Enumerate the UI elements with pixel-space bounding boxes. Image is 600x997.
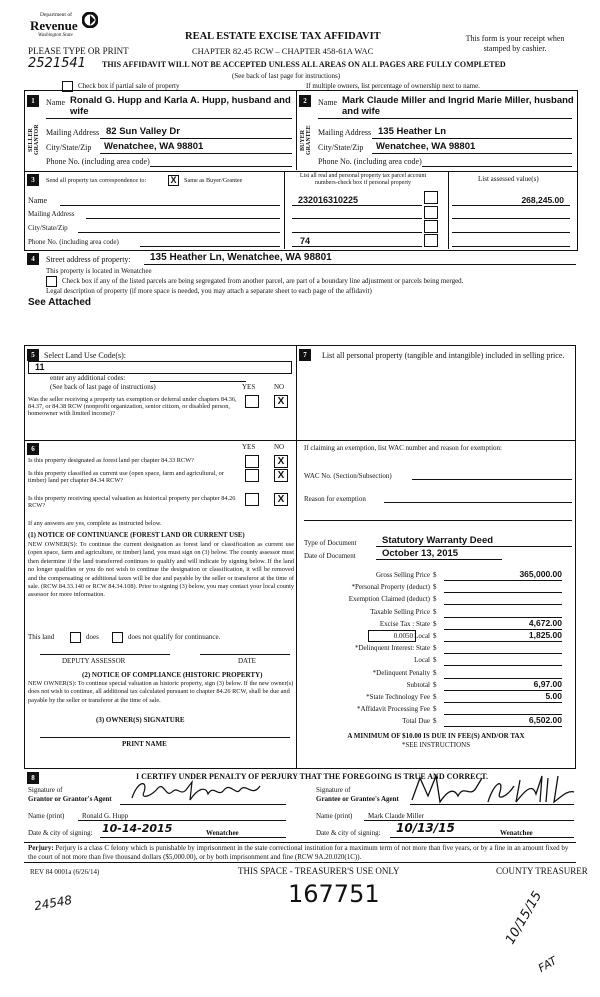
fee-row-label: Local xyxy=(414,632,430,640)
buyer-name-label: Name xyxy=(318,98,338,107)
forest-notice-title: (1) NOTICE OF CONTINUANCE (FOREST LAND OR CURRENT USE) xyxy=(28,532,245,539)
grantee-agent-label: Grantee or Grantee's Agent xyxy=(316,795,399,803)
grantee-signature-label: Signature of xyxy=(316,786,351,794)
exemption-yes-checkbox[interactable] xyxy=(245,395,259,408)
handwritten-stamp-date: 10/15/15 xyxy=(503,888,546,947)
section5-no-header: NO xyxy=(274,383,285,391)
fee-row-dollar: $ xyxy=(433,681,437,689)
buyer-grantee-label: BUYER GRANTEE xyxy=(300,125,312,155)
exemption-question: Was the seller receiving a property tax exemption or deferral under chapters 84.36, 84.37, or 84.38 RCW (nonprofit organization, senior citizen, or disabled person, homeowner with limited income)? xyxy=(28,396,237,418)
treasurer-use-label: THIS SPACE - TREASURER'S USE ONLY xyxy=(238,866,400,876)
document-type: Statutory Warranty Deed xyxy=(382,535,494,546)
fee-row-value[interactable] xyxy=(444,581,562,593)
this-land-label: This land xyxy=(28,633,55,641)
fee-row-value[interactable] xyxy=(444,703,562,715)
revenue-logo xyxy=(28,12,100,42)
certify-statement: I CERTIFY UNDER PENALTY OF PERJURY THAT THE FOREGOING IS TRUE AND CORRECT. xyxy=(136,772,489,781)
handwritten-receipt-number: 24548 xyxy=(33,892,74,914)
fee-row-label: *Personal Property (deduct) xyxy=(351,583,430,591)
chapter-reference: CHAPTER 82.45 RCW – CHAPTER 458-61A WAC xyxy=(192,46,374,56)
section-3-number: 3 xyxy=(27,174,39,186)
section-2-number: 2 xyxy=(299,95,311,107)
county-treasurer-label: COUNTY TREASURER xyxy=(496,866,588,876)
not-qualify-checkbox[interactable] xyxy=(112,632,123,643)
same-as-buyer-label: Same as Buyer/Grantee xyxy=(184,177,243,184)
send-correspondence-label: Send all property tax correspondence to: xyxy=(46,177,147,184)
personal-property-label: List all personal property (tangible and intangible) included in selling price. xyxy=(322,351,565,360)
forest-no-checkbox[interactable]: X xyxy=(274,455,288,468)
historic-question: Is this property receiving special valuation as historical property per chapter 84.26 RCW? xyxy=(28,495,236,510)
fee-row-dollar: $ xyxy=(433,608,437,616)
forest-yes-checkbox[interactable] xyxy=(245,455,259,468)
grantor-signature-label: Signature of xyxy=(28,786,63,794)
historic-yes-checkbox[interactable] xyxy=(245,493,259,506)
additional-codes-label: enter any additional codes: xyxy=(50,374,126,382)
exemption-claim-label: If claiming an exemption, list WAC number and reason for exemption: xyxy=(304,444,502,452)
fee-row-label: *State Technology Fee xyxy=(366,693,430,701)
not-qualify-label: does not qualify for continuance. xyxy=(128,633,221,641)
fee-row-value[interactable] xyxy=(444,593,562,605)
logo-top-text: Department of xyxy=(40,12,72,18)
grantee-print-name: Mark Claude Miller xyxy=(368,812,424,820)
section-6-number: 6 xyxy=(27,443,39,455)
does-qualify-checkbox[interactable] xyxy=(70,632,81,643)
wac-number-label: WAC No. (Section/Subsection) xyxy=(304,472,392,480)
grantor-agent-label: Grantor or Grantor's Agent xyxy=(28,795,112,803)
see-attached: See Attached xyxy=(28,297,91,308)
buyer-phone-label: Phone No. (including area code) xyxy=(318,157,422,166)
fee-row-dollar: $ xyxy=(433,693,437,701)
correspondence-phone-label: Phone No. (including area code) xyxy=(28,238,119,246)
parcel-code: 74 xyxy=(300,236,311,246)
fee-row-dollar: $ xyxy=(433,583,437,591)
form-revision: REV 84 0001a (6/26/14) xyxy=(30,868,100,876)
fee-row-label: *Delinquent Interest: State xyxy=(354,644,430,652)
if-yes-instruction: If any answers are yes, complete as instructed below. xyxy=(28,520,162,527)
seller-name-label: Name xyxy=(46,98,66,107)
multiple-owners-note: If multiple owners, list percentage of ownership next to name. xyxy=(306,82,480,90)
fee-row-value[interactable] xyxy=(444,667,562,679)
fee-row-value[interactable]: 6,502.00 xyxy=(444,715,562,727)
fee-row-label: Gross Selling Price xyxy=(375,571,430,579)
fee-row-dollar: $ xyxy=(433,669,437,677)
parcel-personal-checkbox-3[interactable] xyxy=(424,220,438,233)
minimum-fee-note: A MINIMUM OF $10.00 IS DUE IN FEE(S) AND/OR TAX xyxy=(347,732,525,740)
fee-row-dollar: $ xyxy=(433,644,437,652)
grantor-name-label: Name (print) xyxy=(28,812,65,820)
segregated-label: Check box if any of the listed parcels are being segregated from another parcel, are part of a boundary line adjustment or parcels being merged. xyxy=(62,277,464,285)
partial-sale-label: Check box if partial sale of property xyxy=(78,82,180,90)
parcel-personal-checkbox-2[interactable] xyxy=(424,206,438,219)
land-use-see-back: (See back of last page of instructions) xyxy=(50,383,156,391)
logo-sub: Washington State xyxy=(38,33,73,38)
document-date-label: Date of Document xyxy=(304,552,356,560)
section5-yes-header: YES xyxy=(242,383,256,391)
parcel-personal-checkbox-4[interactable] xyxy=(424,234,438,247)
grantee-signature xyxy=(408,772,578,806)
fee-row-value[interactable]: 5.00 xyxy=(444,691,562,703)
fee-row-value[interactable]: 6,97.00 xyxy=(444,679,562,691)
handwritten-initials: FAT xyxy=(536,954,560,975)
grantee-signing-city: Wenatchee xyxy=(500,829,533,837)
section6-yes-header: YES xyxy=(242,443,256,451)
acceptance-warning: THIS AFFIDAVIT WILL NOT BE ACCEPTED UNLESS ALL AREAS ON ALL PAGES ARE FULLY COMPLETED xyxy=(102,60,506,69)
fee-row-value[interactable] xyxy=(444,606,562,618)
does-label: does xyxy=(86,633,99,641)
please-type-label: PLEASE TYPE OR PRINT xyxy=(28,46,129,56)
fee-row-label: Subtotal xyxy=(406,681,430,689)
date-label: DATE xyxy=(238,657,256,665)
fee-row-dollar: $ xyxy=(433,632,437,640)
section-5-number: 5 xyxy=(27,349,39,361)
correspondence-name-label: Name xyxy=(28,196,48,205)
fee-row-label: Taxable Selling Price xyxy=(370,608,430,616)
historic-notice-text: NEW OWNER(S): To continue special valuation as historic property, sign (3) below. If the new owner(s) does not wish to continue, all additional tax calculated pursuant to chapter 84.26 RCW, shall be due and payable by the seller or transferor at the time of sale. xyxy=(28,680,294,704)
historic-no-checkbox[interactable]: X xyxy=(274,493,288,506)
parcel-number: 232016310225 xyxy=(298,195,359,205)
handwritten-treasurer-number: 167751 xyxy=(288,880,380,908)
seller-phone-label: Phone No. (including area code) xyxy=(46,157,150,166)
deputy-assessor-label: DEPUTY ASSESSOR xyxy=(62,657,126,665)
fee-row-dollar: $ xyxy=(433,717,437,725)
land-use-code: 11 xyxy=(35,362,45,372)
property-location: This property is located in Wenatchee xyxy=(46,267,152,275)
correspondence-city-label: City/State/Zip xyxy=(28,224,68,232)
grantor-signing-date: 10-14-2015 xyxy=(102,822,173,835)
grantee-name-label: Name (print) xyxy=(316,812,353,820)
current-use-no-checkbox[interactable]: X xyxy=(274,469,288,482)
current-use-question: Is this property classified as current use (open space, farm and agricultural, or timber) land per chapter 84.34 RCW? xyxy=(28,470,224,485)
see-instructions-note: *SEE INSTRUCTIONS xyxy=(401,741,471,749)
print-name-label: PRINT NAME xyxy=(122,740,167,748)
section-1-number: 1 xyxy=(27,95,39,107)
parcel-header: List all real and personal property tax parcel account numbers-check box if personal property xyxy=(299,173,427,186)
seller-grantor-label: SELLER GRANTOR xyxy=(28,124,40,156)
fee-row-dollar: $ xyxy=(433,656,437,664)
fee-row-label: Total Due xyxy=(402,717,430,725)
owner-signature-label: (3) OWNER(S) SIGNATURE xyxy=(96,716,185,724)
fee-row-label: Local xyxy=(414,656,430,664)
fee-row-dollar: $ xyxy=(433,620,437,628)
document-type-label: Type of Document xyxy=(304,539,357,547)
grantor-print-name: Ronald G. Hupp xyxy=(82,812,129,820)
grantor-date-label: Date & city of signing: xyxy=(28,829,93,837)
property-street-address: 135 Heather Ln, Wenatchee, WA 98801 xyxy=(150,252,332,263)
exemption-no-checkbox[interactable]: X xyxy=(274,395,288,408)
assessed-header: List assessed value(s) xyxy=(478,175,539,183)
grantor-signature xyxy=(128,776,268,804)
buyer-city-label: City/State/Zip xyxy=(318,143,364,152)
see-back-note: (See back of last page for instructions) xyxy=(232,72,341,80)
section-7-number: 7 xyxy=(299,349,311,361)
segregated-checkbox[interactable] xyxy=(46,276,57,287)
buyer-mailing: 135 Heather Ln xyxy=(378,126,447,137)
fee-row-dollar: $ xyxy=(433,595,437,603)
assessed-value: 268,245.00 xyxy=(521,195,564,205)
correspondence-mailing-label: Mailing Address xyxy=(28,210,75,218)
fee-row-label: *Affidavit Processing Fee xyxy=(357,705,430,713)
street-address-label: Street address of property: xyxy=(46,255,131,264)
fee-row-value[interactable] xyxy=(444,654,562,666)
parcel-personal-checkbox-1[interactable] xyxy=(424,191,438,204)
document-date: October 13, 2015 xyxy=(382,548,459,559)
section-4-number: 4 xyxy=(27,253,39,265)
handwritten-number: 2521541 xyxy=(28,56,86,71)
buyer-name: Mark Claude Miller and Ingrid Marie Miller, husband and wife xyxy=(342,95,574,117)
section6-no-header: NO xyxy=(274,443,285,451)
revenue-swirl-icon xyxy=(82,12,98,28)
perjury-label: Perjury: xyxy=(28,844,54,852)
grantor-signing-city: Wenatchee xyxy=(206,829,239,837)
fee-row-label: Exemption Claimed (deduct) xyxy=(348,595,430,603)
fee-row-value[interactable]: 365,000.00 xyxy=(444,569,562,581)
seller-city-label: City/State/Zip xyxy=(46,143,92,152)
local-rate-field[interactable]: 0.0050 xyxy=(368,630,416,642)
perjury-notice xyxy=(28,844,576,862)
seller-mailing-label: Mailing Address xyxy=(46,128,100,137)
logo-name: Revenue xyxy=(30,18,78,33)
fee-row-value[interactable]: 4,672.00 xyxy=(444,618,562,630)
same-as-buyer-checkbox[interactable]: X xyxy=(168,175,179,186)
perjury-text: Perjury is a class C felony which is punishable by imprisonment in the state correctional institution for a maximum term of not more than five years, or by a fine in an amount fixed by the court of not more than five thousand dollars ($5,000.00), or by both imprisonment and fine (RCW 9A.20.020(1C)). xyxy=(28,844,569,861)
current-use-yes-checkbox[interactable] xyxy=(245,469,259,482)
legal-description-label: Legal description of property (if more space is needed, you may attach a separate sheet to each page of the affidavit) xyxy=(46,287,372,295)
historic-notice-title: (2) NOTICE OF COMPLIANCE (HISTORIC PROPERTY) xyxy=(82,671,263,679)
receipt-note: This form is your receipt when stamped by cashier. xyxy=(465,34,565,53)
land-use-label: Select Land Use Code(s): xyxy=(44,351,126,360)
exemption-reason-label: Reason for exemption xyxy=(304,495,366,503)
grantee-signing-date: 10/13/15 xyxy=(396,821,455,835)
fee-row-dollar: $ xyxy=(433,571,437,579)
land-use-code-field[interactable] xyxy=(28,361,292,374)
fee-row-dollar: $ xyxy=(433,705,437,713)
grantee-date-label: Date & city of signing: xyxy=(316,829,381,837)
fee-row-value[interactable]: 1,825.00 xyxy=(444,630,562,642)
section-8-number: 8 xyxy=(27,772,39,784)
seller-mailing: 82 Sun Valley Dr xyxy=(106,126,180,137)
fee-row-label: *Delinquent Penalty xyxy=(372,669,430,677)
forest-notice-text: NEW OWNER(S): To continue the current designation as forest land or classification as current use (open space, farm and agriculture, or timber) land, you must sign on (3) below. The county assessor must then determine if the land transferred continues to qualify and will indicate by signing below. If the land no longer qualifies or you do not wish to continue the designation or classification, it will be removed and the compensating or additional taxes will be due and payable by the seller or transferor at the time of sale. (RCW 84.33.140 or RCW 84.34.108). Prior to signing (3) below, you may contact your local county assessor for more information. xyxy=(28,541,294,599)
fee-row-label: Excise Tax : State xyxy=(379,620,430,628)
seller-name: Ronald G. Hupp and Karla A. Hupp, husband and wife xyxy=(70,95,291,117)
buyer-city: Wenatchee, WA 98801 xyxy=(376,141,476,152)
forest-land-question: Is this property designated as forest land per chapter 84.33 RCW? xyxy=(28,457,194,464)
form-title: REAL ESTATE EXCISE TAX AFFIDAVIT xyxy=(185,31,381,42)
buyer-mailing-label: Mailing Address xyxy=(318,128,372,137)
fee-row-value[interactable] xyxy=(444,642,562,654)
seller-city: Wenatchee, WA 98801 xyxy=(104,141,204,152)
